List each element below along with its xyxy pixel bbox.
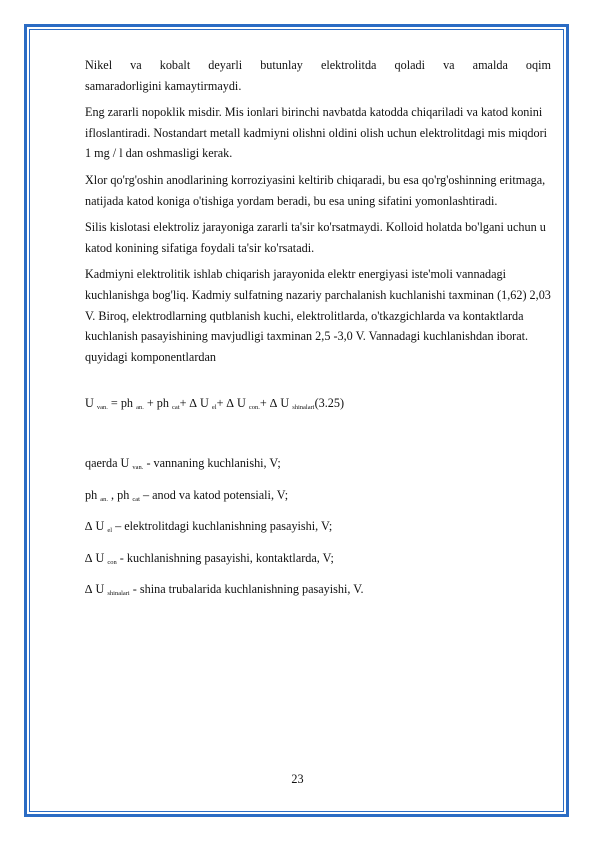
legend-text: qaerda U xyxy=(85,455,133,470)
legend-text: – elektrolitdagi kuchlanishning pasayishi, V; xyxy=(112,519,333,534)
paragraph-5: Kadmiyni elektrolitik ishlab chiqarish jarayonida elektr energiyasi iste'moli vannadagi kuchlanishga bog'liq. Kadmiy sulfatning nazariy parchalanish kuchlanishi taxminan (1,62) 2,03 V. Biroq, elektrodlarning qutblanish kuchi, elektrolitlarda, o'tkazgichlarda va kontaktlarda kuchlanish pasayishining mavjudligi taxminan 2,5 -3,0 V. Vannadagi kuchlanishdan iborat. quyidagi komponentlardan xyxy=(85,267,551,364)
formula-number: (3.25) xyxy=(314,396,345,411)
formula-plus-du-con: + ∆ U xyxy=(216,396,249,411)
page-number: 23 xyxy=(291,772,304,786)
formula-sub-con: con. xyxy=(248,404,260,412)
formula-sub-cat: cat xyxy=(172,404,180,412)
formula-sub-shinalari: shinalari xyxy=(292,404,315,412)
legend-text: - vannaning kuchlanishi, V; xyxy=(143,455,281,470)
legend-text: ∆ U xyxy=(85,582,108,597)
legend-text: - shina trubalarida kuchlanishning pasayishi, V. xyxy=(129,582,364,597)
legend-line-2 xyxy=(85,485,551,511)
paragraph-1-line-2: samaradorligini kamaytirmaydi. xyxy=(85,78,242,93)
document-body xyxy=(85,55,551,611)
paragraph-2: Eng zararli nopoklik misdir. Mis ionlari birinchi navbatda katodda chiqariladi va katod konini ifloslantiradi. Nostandart metall kadmiyni olishni oldini olish uchun elektrolitdagi mis miqdori 1 mg / l dan oshmasligi kerak. xyxy=(85,105,548,161)
spacer xyxy=(85,445,551,453)
legend-sub: el xyxy=(107,527,113,535)
formula-plus-ph: + ph xyxy=(143,396,173,411)
paragraph-3: Xlor qo'rg'oshin anodlarining korroziyasini keltirib chiqaradi, bu esa qo'rg'oshinning eritmaga, natijada katod koniga o'tishiga yordam beradi, bu esa uning sifatini yomonlashtiradi. xyxy=(85,172,546,208)
legend-line-3 xyxy=(85,516,551,542)
legend-line-5 xyxy=(85,579,551,605)
formula-u: U xyxy=(85,396,94,411)
formula-sub-van: van. xyxy=(96,404,108,412)
legend-sub: con xyxy=(107,558,117,566)
legend-text: - kuchlanishning pasayishi, kontaktlarda, V; xyxy=(116,550,334,565)
formula-sub-an: an. xyxy=(136,404,144,412)
legend-text: , ph xyxy=(108,487,133,502)
formula-plus-du-shin: + ∆ U xyxy=(259,396,293,411)
formula-eq: = ph xyxy=(107,396,137,411)
paragraph-1-line-1: Nikel va kobalt deyarli butunlay elektrolitda qoladi va amalda oqim xyxy=(85,58,551,72)
legend-sub: van. xyxy=(132,463,144,471)
spacer xyxy=(85,425,551,445)
formula-3-25 xyxy=(85,393,551,419)
legend-sub: shinalari xyxy=(107,590,130,598)
legend-line-4 xyxy=(85,548,551,574)
paragraph-1 xyxy=(85,55,551,96)
legend-text: ∆ U xyxy=(85,550,108,565)
legend-sub: cat xyxy=(132,495,140,503)
legend-text: ∆ U xyxy=(85,519,108,534)
legend-text: – anod va katod potensiali, V; xyxy=(139,487,289,502)
legend-sub: an. xyxy=(100,495,108,503)
spacer xyxy=(85,373,551,393)
legend-line-1 xyxy=(85,453,551,479)
legend-text: ph xyxy=(85,487,101,502)
paragraph-4: Silis kislotasi elektroliz jarayoniga zararli ta'sir ko'rsatmaydi. Kolloid holatda bo'lgani uchun u katod konining sifatiga foydali ta'sir ko'rsatadi. xyxy=(85,220,546,255)
formula-sub-el: el xyxy=(211,404,217,412)
formula-plus-du-el: + ∆ U xyxy=(179,396,212,411)
